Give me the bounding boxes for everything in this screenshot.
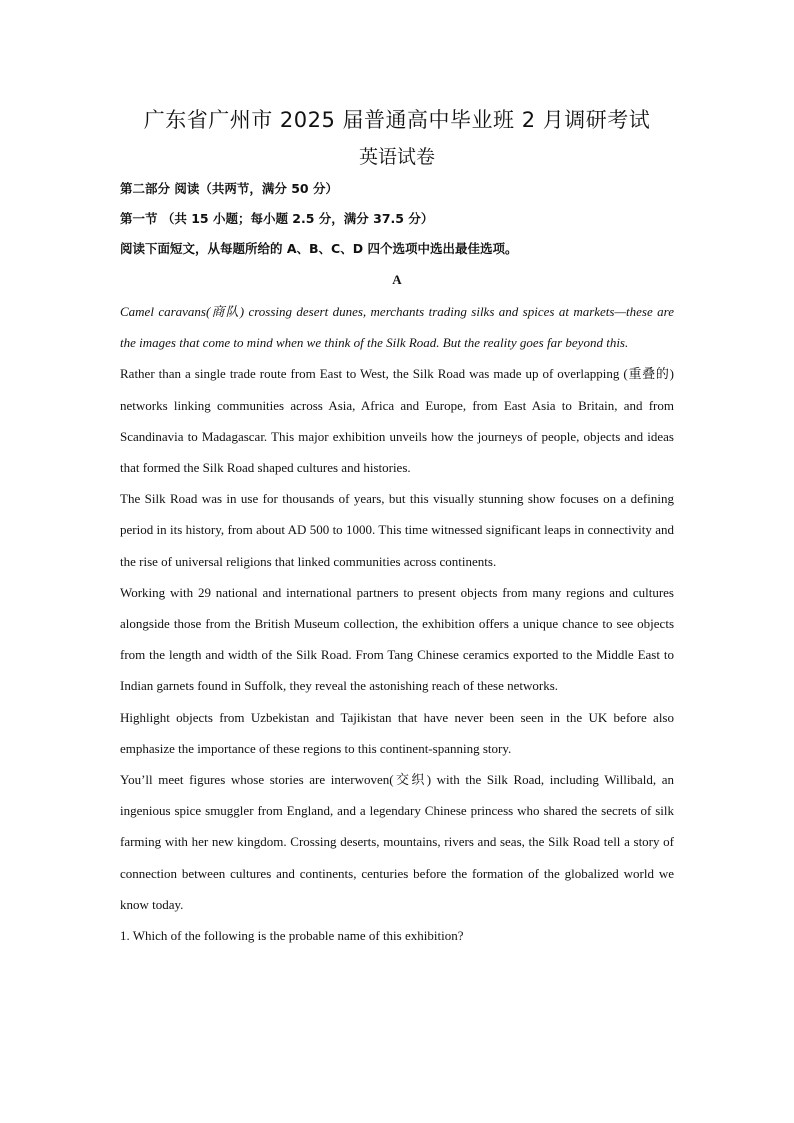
question-stem: 1. Which of the following is the probable name of this exhibition? [120,928,464,944]
passage-paragraph: Highlight objects from Uzbekistan and Tajikistan that have never been seen in the UK before also emphasize the importance of these regions to this continent-spanning story. [120,709,674,756]
direction-text: 阅读下面短文，从每题所给的 A、B、C、D 四个选项中选出最佳选项。 [120,241,518,256]
exam-subtitle: 英语试卷 [358,146,435,168]
passage-paragraph: Working with 29 national and international partners to present objects from many regions and cultures alongside those from the British Museum collection, the exhibition offers a unique chance to see objects from the length and width of the Silk Road. From Tang Chinese ceramics exported to the Middle East to Indian garnets found in Suffolk, they reveal the astonishing reach of these networks. [120,584,674,694]
passage-paragraph: The Silk Road was in use for thousands of years, but this visually stunning show focuses on a defining period in its history, from about AD 500 to 1000. This time witnessed significant leaps in connectivity and the rise of universal religions that linked communities across continents. [120,491,674,569]
section-heading: 第一节 （共 15 小题；每小题 2.5 分，满分 37.5 分） [120,211,434,226]
part-heading: 第二部分 阅读（共两节，满分 50 分） [120,181,338,196]
passage-letter: A [392,272,402,287]
passage-paragraph: You’ll meet figures whose stories are interwoven(交织) with the Silk Road, including Willibald, an ingenious spice smuggler from England, and a legendary Chinese princess who shared the secrets of silk farming with her new kingdom. Crossing deserts, mountains, rivers and seas, the Silk Road tell a story of connection between cultures and continents, centuries before the formation of the globalized world we know today. [120,772,674,912]
passage-paragraph: Camel caravans(商队) crossing desert dunes, merchants trading silks and spices at markets—these are the images that come to mind when we think of the Silk Road. But the reality goes far beyond this. [120,304,674,351]
exam-title: 广东省广州市 2025 届普通高中毕业班 2 月调研考试 [143,108,651,132]
exam-page [120,96,674,951]
passage-paragraph: Rather than a single trade route from East to West, the Silk Road was made up of overlapping (重叠的) networks linking communities across Asia, Africa and Europe, from East Asia to Britain, and from Scandinavia to Madagascar. This major exhibition unveils how the journeys of people, objects and ideas that formed the Silk Road shaped cultures and histories. [120,366,674,476]
